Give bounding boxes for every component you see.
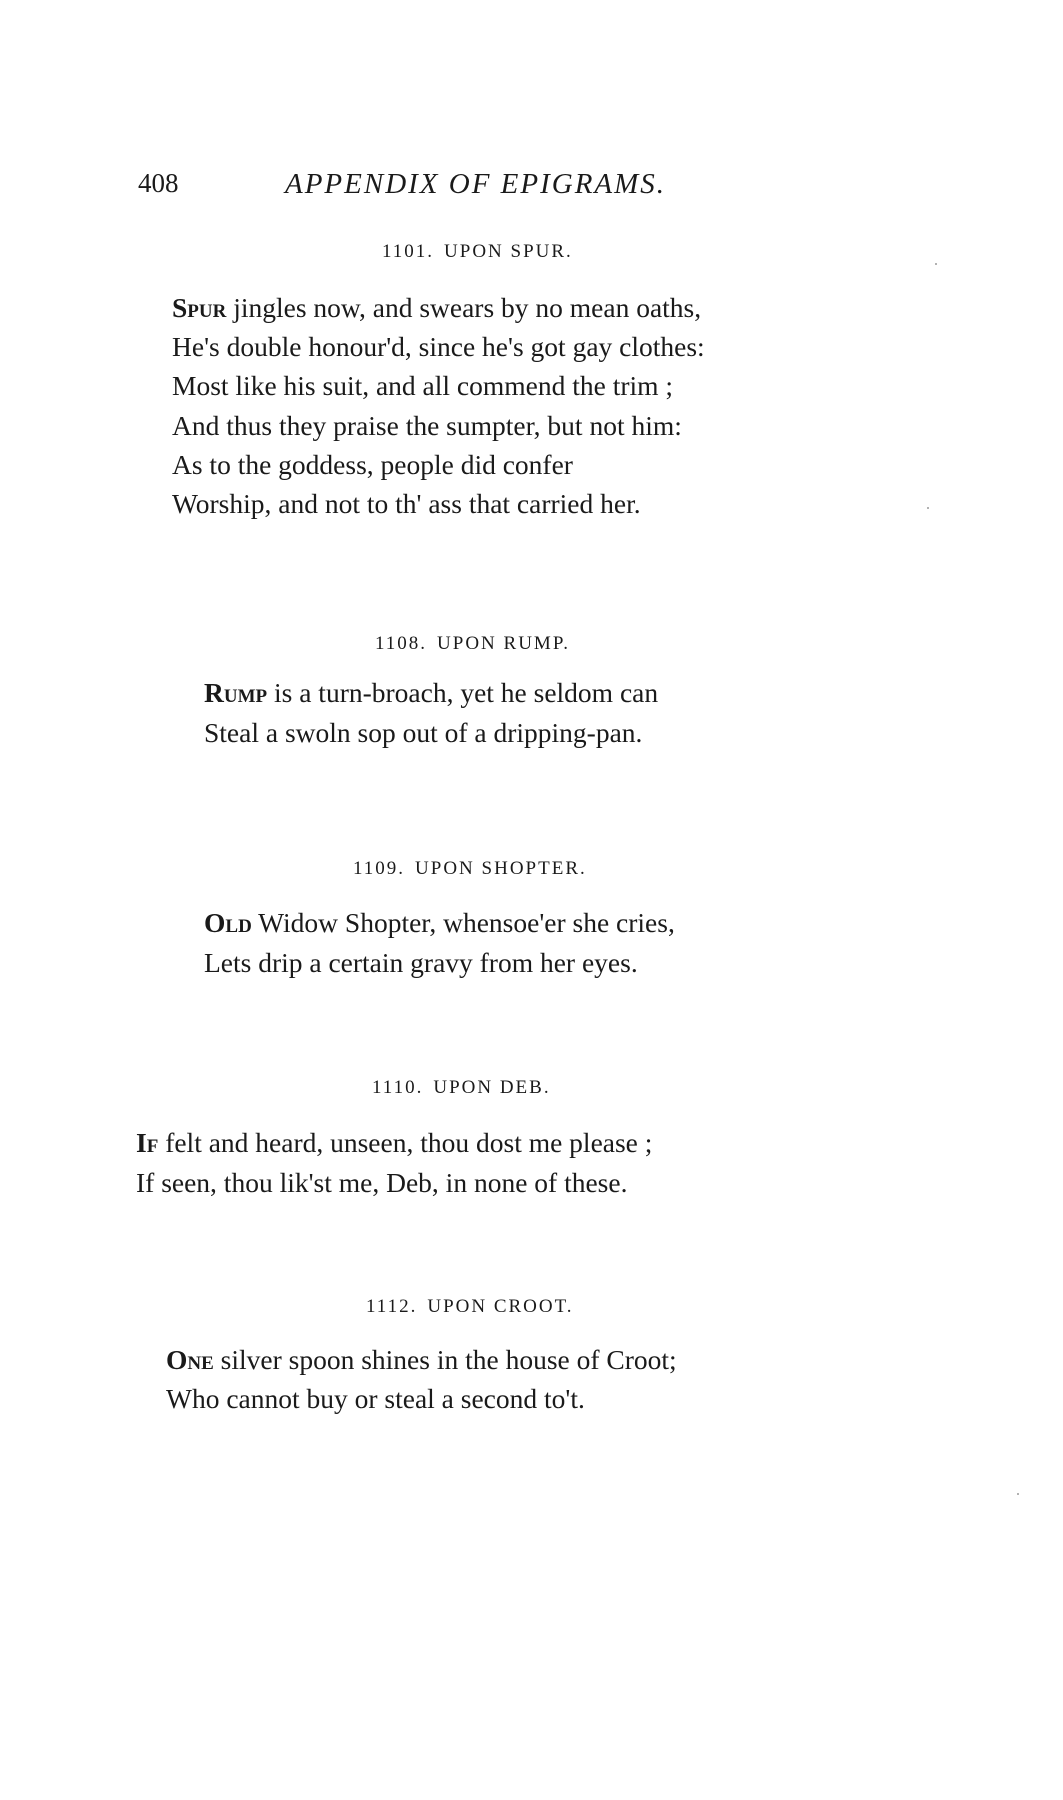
epigram-title: UPON SHOPTER. — [415, 858, 587, 879]
epigram-title: UPON CROOT. — [427, 1296, 574, 1317]
page-number: 408 — [138, 168, 179, 198]
verse-line: Steal a swoln sop out of a dripping-pan. — [204, 717, 643, 748]
scan-speck — [935, 263, 937, 265]
epigram-heading — [366, 1296, 574, 1318]
verse-line: And thus they praise the sumpter, but not him: — [172, 410, 682, 441]
verse-line — [172, 292, 701, 324]
verse-initial-word: Rump — [204, 677, 268, 708]
epigram-heading — [372, 1077, 551, 1099]
verse-line: Lets drip a certain gravy from her eyes. — [204, 947, 638, 978]
verse-initial-word: Spur — [172, 292, 227, 323]
verse-line: He's double honour'd, since he's got gay clothes: — [172, 331, 705, 362]
verse-initial-word: Old — [204, 907, 252, 938]
epigram-title: UPON DEB. — [433, 1077, 551, 1098]
epigram-heading — [375, 633, 570, 655]
scan-speck — [927, 507, 929, 509]
verse-line-text: jingles now, and swears by no mean oaths, — [226, 292, 702, 323]
verse-line: If seen, thou lik'st me, Deb, in none of these. — [136, 1167, 628, 1198]
epigram-title: UPON RUMP. — [437, 633, 571, 654]
epigram-number: 1109. — [353, 858, 406, 879]
verse-line — [204, 677, 658, 709]
epigram-heading — [382, 241, 573, 263]
verse-line — [136, 1127, 652, 1159]
epigram-title: UPON SPUR. — [444, 241, 573, 262]
scan-speck — [1017, 1493, 1019, 1495]
epigram-number: 1110. — [372, 1077, 424, 1098]
verse-line — [166, 1344, 677, 1376]
verse-line-text: is a turn-broach, yet he seldom can — [267, 677, 659, 708]
epigram-number: 1108. — [375, 633, 428, 654]
verse-initial-word: If — [136, 1127, 159, 1158]
page-header — [138, 168, 938, 208]
verse-line-text: felt and heard, unseen, thou dost me please ; — [158, 1127, 653, 1158]
verse-line: Worship, and not to th' ass that carried her. — [172, 488, 641, 519]
epigram-heading — [353, 858, 587, 880]
verse-line: As to the goddess, people did confer — [172, 449, 573, 480]
running-title: APPENDIX OF EPIGRAMS. — [285, 168, 667, 200]
verse-initial-word: One — [166, 1344, 214, 1375]
verse-line — [204, 907, 675, 939]
verse-line-text: Widow Shopter, whensoe'er she cries, — [251, 907, 675, 938]
epigram-number: 1112. — [366, 1296, 418, 1317]
epigram-number: 1101. — [382, 241, 435, 262]
verse-line-text: silver spoon shines in the house of Croot; — [213, 1344, 677, 1375]
verse-line: Who cannot buy or steal a second to't. — [166, 1383, 585, 1414]
verse-line: Most like his suit, and all commend the trim ; — [172, 370, 674, 401]
